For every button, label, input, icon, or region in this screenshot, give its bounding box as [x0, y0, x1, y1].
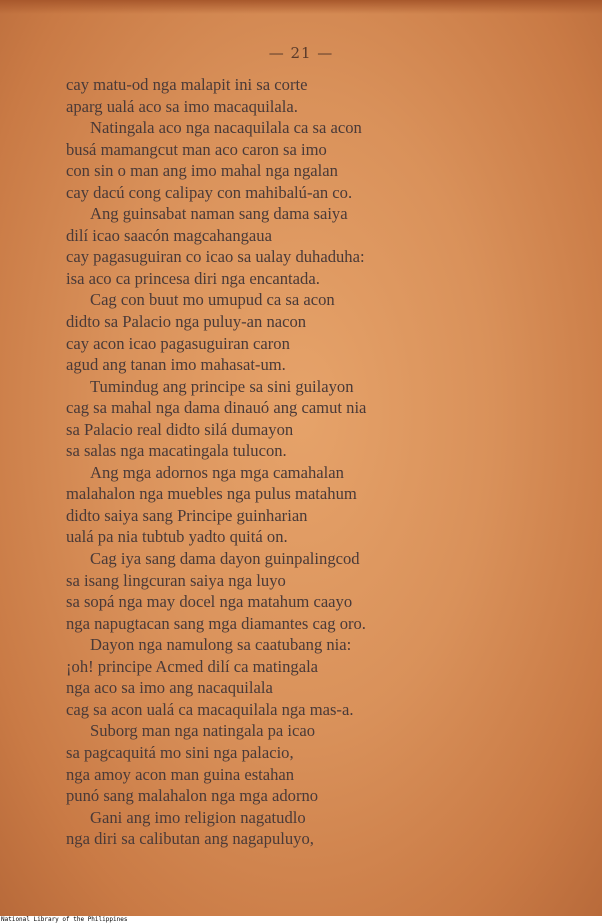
page-number: — 21 —	[268, 44, 334, 62]
text-line: Natingala aco nga nacaquilala ca sa acon	[90, 118, 362, 138]
text-line: Cag con buut mo umupud ca sa acon	[90, 290, 335, 310]
text-line: nga diri sa calibutan ang nagapuluyo,	[66, 829, 314, 849]
text-line: agud ang tanan imo mahasat-um.	[66, 355, 286, 375]
text-line: Ang guinsabat naman sang dama saiya	[90, 204, 348, 224]
text-line: cay acon icao pagasuguiran caron	[66, 333, 290, 353]
text-line: Ang mga adornos nga mga camahalan	[90, 462, 344, 482]
text-line: cay dacú cong calipay con mahibalú-an co.	[66, 182, 353, 202]
text-line: cay pagasuguiran co icao sa ualay duhaduha:	[66, 247, 365, 267]
text-line: Cag iya sang dama dayon guinpalingcod	[90, 549, 360, 569]
text-line: ualá pa nia tubtub yadto quitá on.	[66, 527, 288, 547]
text-line: nga aco sa imo ang nacaquilala	[66, 678, 273, 698]
text-line: sa sopá nga may docel nga matahum caayo	[66, 592, 353, 612]
text-line: dilí icao saacón magcahangaua	[66, 225, 272, 245]
text-line: ¡oh! principe Acmed dilí ca matingala	[66, 656, 319, 676]
text-line: Tumindug ang principe sa sini guilayon	[90, 376, 354, 396]
text-line: con sin o man ang imo mahal nga ngalan	[66, 161, 338, 181]
library-credit: National Library of the Philippines	[0, 916, 602, 923]
text-line: nga napugtacan sang mga diamantes cag oro.	[66, 613, 366, 633]
text-line: cay matu-od nga malapit ini sa corte	[66, 75, 308, 94]
text-line: sa salas nga macatingala tulucon.	[66, 441, 287, 461]
text-line: nga amoy acon man guina estahan	[66, 764, 295, 784]
text-line: didto saiya sang Principe guinharian	[66, 505, 308, 525]
text-line: busá mamangcut man aco caron sa imo	[66, 139, 327, 159]
text-line: Suborg man nga natingala pa icao	[90, 721, 316, 741]
text-line: aparg ualá aco sa imo macaquilala.	[66, 96, 298, 116]
text-line: Dayon nga namulong sa caatubang nia:	[90, 635, 352, 655]
text-line: didto sa Palacio nga puluy-an nacon	[66, 312, 307, 332]
text-line: sa Palacio real didto silá dumayon	[66, 419, 294, 439]
text-line: malahalon nga muebles nga pulus matahum	[66, 484, 357, 504]
text-line: sa isang lingcuran saiya nga luyo	[66, 570, 286, 590]
text-line: cag sa acon ualá ca macaquilala nga mas-a.	[66, 699, 354, 719]
text-line: cag sa mahal nga dama dinauó ang camut nia	[66, 398, 367, 418]
page-text	[66, 74, 536, 850]
text-line: Gani ang imo religion nagatudlo	[90, 807, 306, 827]
text-line: punó sang malahalon nga mga adorno	[66, 786, 319, 806]
text-line: sa pagcaquitá mo sini nga palacio,	[66, 742, 294, 762]
text-line: isa aco ca princesa diri nga encantada.	[66, 268, 320, 288]
